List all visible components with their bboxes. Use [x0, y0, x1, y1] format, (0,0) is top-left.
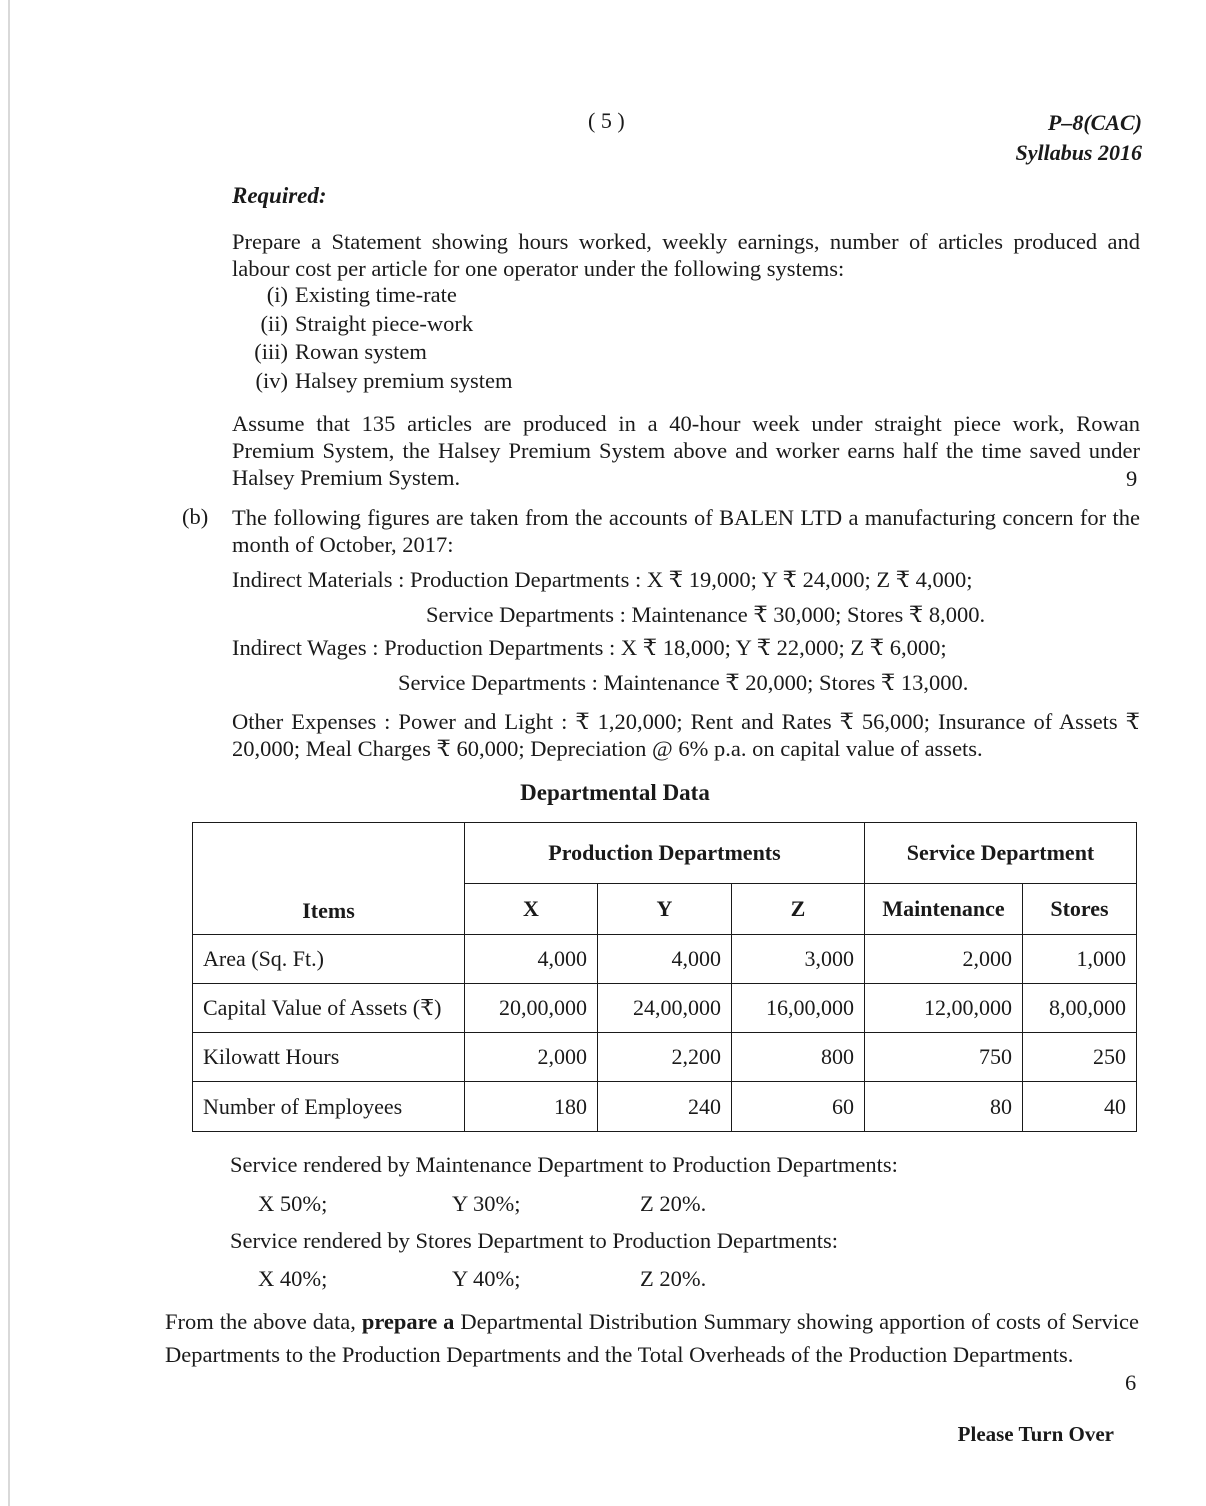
systems-list — [232, 281, 512, 395]
part-b-intro: The following figures are taken from the accounts of BALEN LTD a manufacturing concern for the month of October, 2017: — [232, 505, 1140, 557]
maintenance-share-x: X 50%; — [258, 1191, 328, 1216]
other-expenses: Other Expenses : Power and Light : ₹ 1,20,000; Rent and Rates ₹ 56,000; Insurance of Assets ₹ 20,000; Meal Charges ₹ 60,000; Depreciation @ 6% p.a. on capital value of assets. — [232, 709, 1140, 761]
cell: 20,00,000 — [465, 984, 598, 1033]
header-z: Z — [732, 884, 865, 935]
cell: 80 — [865, 1082, 1023, 1132]
list-label: Rowan system — [295, 339, 427, 364]
cell: 40 — [1023, 1082, 1137, 1132]
required-instruction: Prepare a Statement showing hours worked, weekly earnings, number of articles produced and labour cost per article for one operator under the following systems: — [232, 229, 1140, 281]
row-item: Capital Value of Assets (₹) — [193, 984, 465, 1033]
maintenance-service-text: Service rendered by Maintenance Department to Production Departments: — [230, 1152, 898, 1177]
cell: 3,000 — [732, 935, 865, 984]
list-label: Existing time-rate — [295, 282, 457, 307]
marks-a: 9 — [1126, 466, 1138, 491]
table-row — [193, 1082, 1137, 1132]
page-edge — [8, 0, 10, 1506]
header-y: Y — [598, 884, 732, 935]
cell: 4,000 — [465, 935, 598, 984]
list-item — [232, 367, 512, 396]
indirect-materials-production: Indirect Materials : Production Departments : X ₹ 19,000; Y ₹ 24,000; Z ₹ 4,000; — [232, 567, 973, 592]
list-number: (i) — [266, 282, 288, 307]
page-number: ( 5 ) — [588, 108, 625, 133]
list-label: Halsey premium system — [295, 367, 513, 393]
header-service-department: Service Department — [865, 823, 1137, 884]
list-item — [232, 281, 512, 310]
indirect-wages-production: Indirect Wages : Production Departments : X ₹ 18,000; Y ₹ 22,000; Z ₹ 6,000; — [232, 635, 947, 660]
departmental-data-table — [192, 822, 1137, 1132]
header-stores: Stores — [1023, 884, 1137, 935]
cell: 8,00,000 — [1023, 984, 1137, 1033]
cell: 800 — [732, 1033, 865, 1082]
row-item: Number of Employees — [193, 1082, 465, 1132]
required-heading: Required: — [232, 183, 327, 208]
cell: 750 — [865, 1033, 1023, 1082]
stores-service-text: Service rendered by Stores Department to Production Departments: — [230, 1228, 838, 1253]
list-number: (iv) — [255, 367, 288, 393]
syllabus: Syllabus 2016 — [1015, 140, 1142, 165]
paper-code-block — [1015, 108, 1142, 168]
cell: 2,000 — [465, 1033, 598, 1082]
list-label: Straight piece-work — [295, 310, 474, 336]
row-item: Area (Sq. Ft.) — [193, 935, 465, 984]
header-maintenance: Maintenance — [865, 884, 1023, 935]
list-number: (iii) — [254, 339, 288, 364]
cell: 240 — [598, 1082, 732, 1132]
row-item: Kilowatt Hours — [193, 1033, 465, 1082]
list-item — [232, 338, 512, 367]
table-row — [193, 1033, 1137, 1082]
cell: 60 — [732, 1082, 865, 1132]
table-row — [193, 935, 1137, 984]
table-row — [193, 984, 1137, 1033]
stores-share-z: Z 20%. — [640, 1266, 707, 1291]
cell: 2,000 — [865, 935, 1023, 984]
header-x: X — [465, 884, 598, 935]
header-production-departments: Production Departments — [465, 823, 865, 884]
cell: 12,00,000 — [865, 984, 1023, 1033]
marks-b: 6 — [1125, 1370, 1137, 1395]
cell: 24,00,000 — [598, 984, 732, 1033]
cell: 1,000 — [1023, 935, 1137, 984]
cell: 250 — [1023, 1033, 1137, 1082]
cell: 4,000 — [598, 935, 732, 984]
final-pre: From the above data, — [165, 1309, 356, 1334]
part-b-label: (b) — [182, 504, 209, 529]
paper-code: P–8(CAC) — [1047, 110, 1142, 135]
indirect-materials-service: Service Departments : Maintenance ₹ 30,000; Stores ₹ 8,000. — [426, 602, 986, 627]
list-item — [232, 310, 512, 339]
list-number: (ii) — [260, 310, 288, 336]
cell: 2,200 — [598, 1033, 732, 1082]
please-turn-over: Please Turn Over — [957, 1422, 1114, 1446]
stores-share-y: Y 40%; — [452, 1266, 521, 1291]
indirect-wages-service: Service Departments : Maintenance ₹ 20,000; Stores ₹ 13,000. — [398, 670, 969, 695]
final-instruction — [165, 1305, 1139, 1371]
stores-share-x: X 40%; — [258, 1266, 328, 1291]
final-bold: prepare a — [361, 1309, 455, 1334]
maintenance-share-z: Z 20%. — [640, 1191, 707, 1216]
cell: 180 — [465, 1082, 598, 1132]
final-post: Departmental Distribution Summary showing apportion of costs of Service Departments to the Production Departments and the Total Overheads of the Production Departments. — [165, 1309, 1139, 1367]
maintenance-share-y: Y 30%; — [452, 1191, 521, 1216]
table-title: Departmental Data — [520, 780, 710, 805]
assumption-text: Assume that 135 articles are produced in a 40-hour week under straight piece work, Rowan Premium System, the Halsey Premium System above and worker earns half the time saved under Halsey Premium System. — [232, 411, 1140, 490]
header-items: Items — [193, 823, 465, 935]
cell: 16,00,000 — [732, 984, 865, 1033]
